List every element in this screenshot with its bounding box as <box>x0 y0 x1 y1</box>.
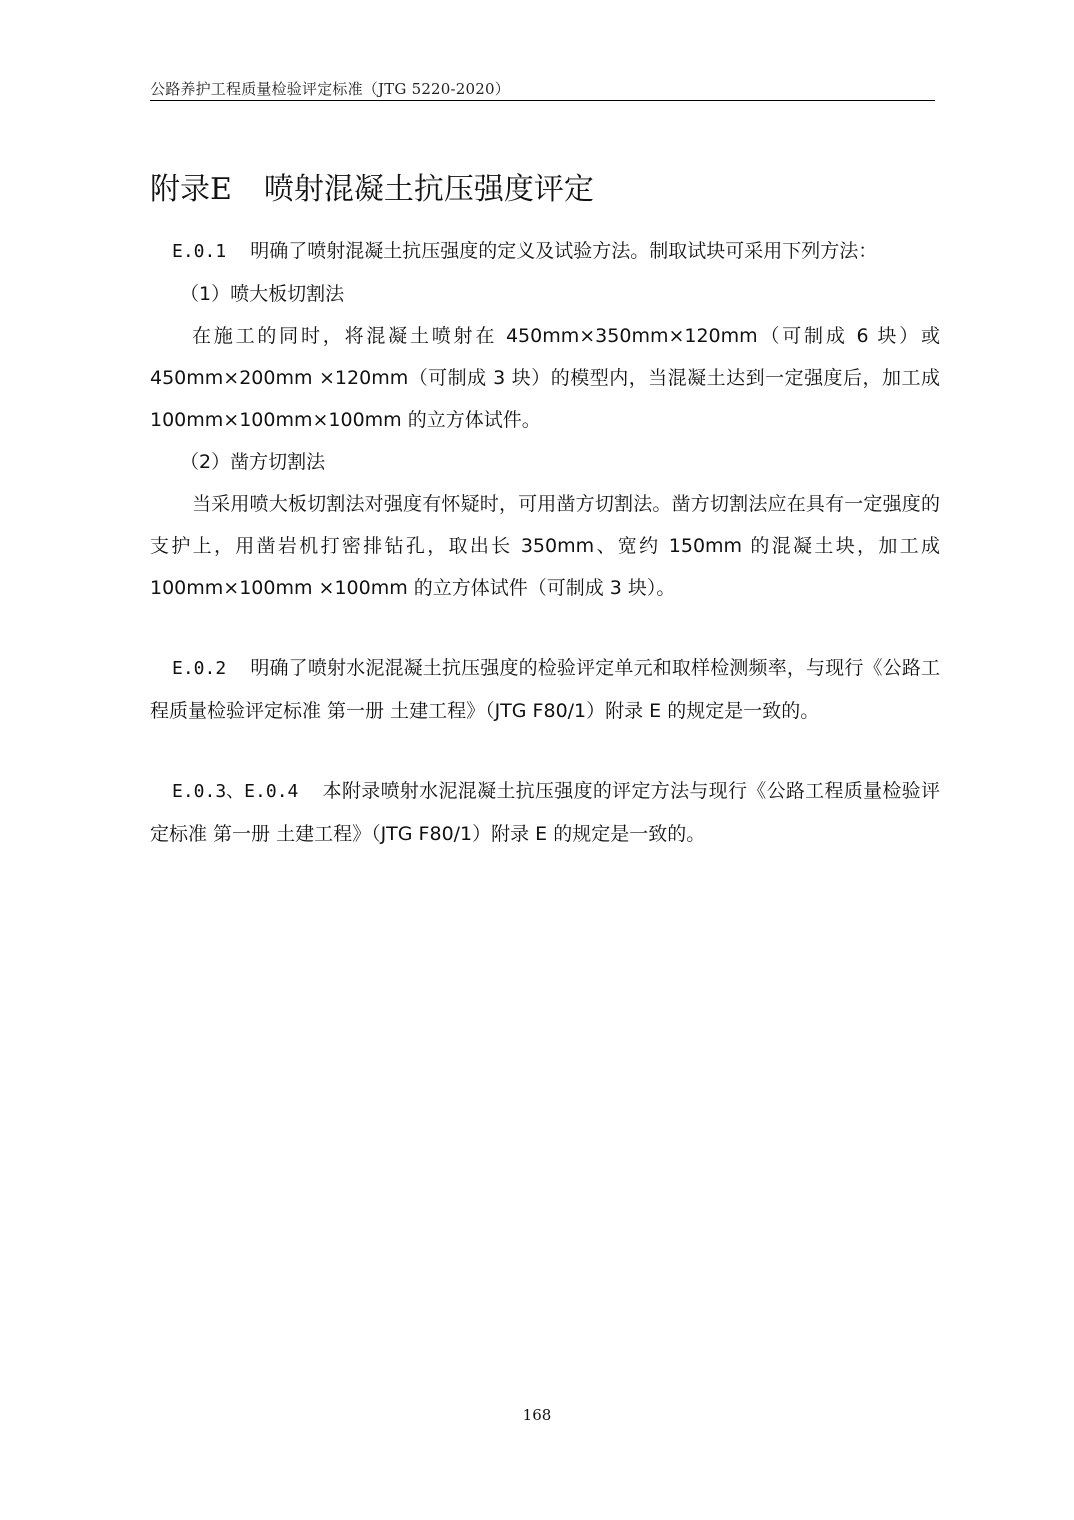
document-body <box>150 230 940 855</box>
spacer <box>150 609 940 647</box>
clause-number: E.0.1 <box>172 241 227 262</box>
appendix-label: 附录E <box>150 172 232 207</box>
method-heading: （1）喷大板切割法 <box>180 283 345 305</box>
appendix-title-text: 喷射混凝土抗压强度评定 <box>263 172 594 207</box>
clause-text: 明确了喷射混凝土抗压强度的定义及试验方法。制取试块可采用下列方法： <box>250 240 878 262</box>
method-body: 当采用喷大板切割法对强度有怀疑时，可用凿方切割法。凿方切割法应在具有一定强度的支护上，用凿岩机打密排钻孔，取出长 350mm、宽约 150mm 的混凝土块，加工成 100mm×100mm ×100mm 的立方体试件（可制成 3 块）。 <box>150 493 940 599</box>
clause-e02 <box>150 647 940 732</box>
appendix-title <box>150 164 594 208</box>
spacer <box>150 732 940 770</box>
header-divider <box>150 100 935 101</box>
clause-number: E.0.2 <box>172 658 227 679</box>
clause-text: 本附录喷射水泥混凝土抗压强度的评定方法与现行《公路工程质量检验评定标准 第一册 土建工程》（JTG F80/1）附录 E 的规定是一致的。 <box>150 780 940 845</box>
running-header: 公路养护工程质量检验评定标准（JTG 5220-2020） <box>150 80 510 98</box>
clause-e01 <box>150 230 940 273</box>
clause-number: E.0.3、E.0.4 <box>172 781 299 802</box>
clause-text: 明确了喷射水泥混凝土抗压强度的检验评定单元和取样检测频率，与现行《公路工程质量检验评定标准 第一册 土建工程》（JTG F80/1）附录 E 的规定是一致的。 <box>150 657 940 722</box>
method-body: 在施工的同时，将混凝土喷射在 450mm×350mm×120mm（可制成 6 块）或450mm×200mm ×120mm（可制成 3 块）的模型内，当混凝土达到一定强度后，加工成 100mm×100mm×100mm 的立方体试件。 <box>150 325 940 431</box>
method-heading: （2）凿方切割法 <box>180 451 326 473</box>
page-number: 168 <box>522 1406 552 1424</box>
clause-e03-e04 <box>150 770 940 855</box>
